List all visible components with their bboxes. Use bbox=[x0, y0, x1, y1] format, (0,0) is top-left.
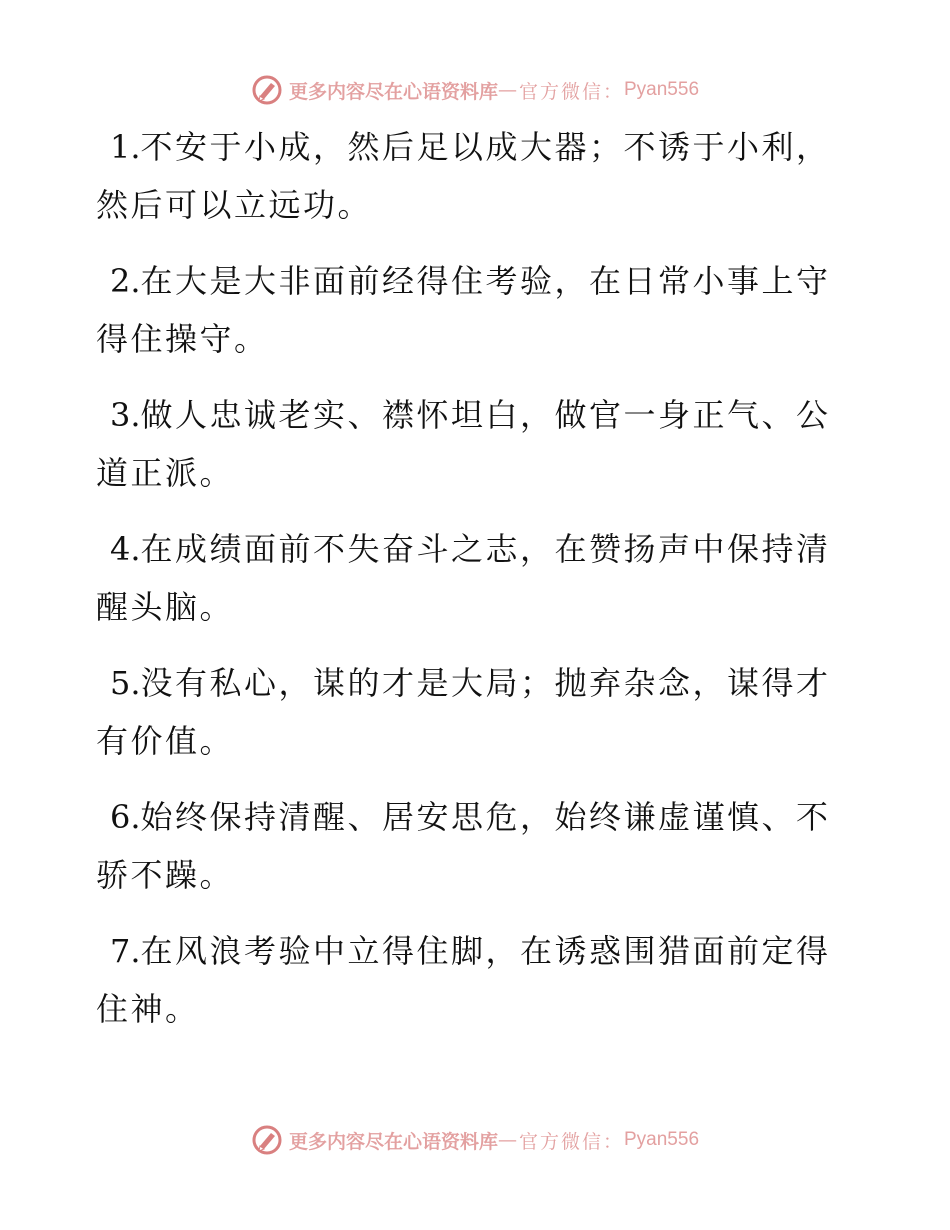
item-text: 不安于小成，然后足以成大器；不诱于小利，然后可以立远功。 bbox=[96, 128, 831, 224]
item-text: 在成绩面前不失奋斗之志，在赞扬声中保持清醒头脑。 bbox=[96, 530, 831, 626]
item-text: 始终保持清醒、居安思危，始终谦虚谨慎、不骄不躁。 bbox=[96, 798, 831, 894]
item-number: 6. bbox=[110, 798, 141, 836]
item-number: 5. bbox=[110, 664, 141, 702]
item-number: 1. bbox=[110, 128, 141, 166]
footer-watermark bbox=[0, 1122, 950, 1158]
quote-list bbox=[96, 118, 836, 1056]
pen-logo-icon bbox=[251, 74, 283, 106]
list-item bbox=[96, 922, 836, 1038]
item-text: 没有私心，谋的才是大局；抛弃杂念，谋得才有价值。 bbox=[96, 664, 831, 760]
item-number: 3. bbox=[110, 396, 141, 434]
list-item bbox=[96, 118, 836, 234]
item-number: 7. bbox=[110, 932, 141, 970]
list-item bbox=[96, 788, 836, 904]
item-text: 在大是大非面前经得住考验，在日常小事上守得住操守。 bbox=[96, 262, 831, 358]
list-item bbox=[96, 252, 836, 368]
item-text: 在风浪考验中立得住脚，在诱惑围猎面前定得住神。 bbox=[96, 932, 831, 1028]
list-item bbox=[96, 386, 836, 502]
watermark-dash: — bbox=[497, 1129, 519, 1151]
item-number: 2. bbox=[110, 262, 141, 300]
watermark-id: Pyan556 bbox=[624, 1129, 700, 1150]
watermark-id: Pyan556 bbox=[624, 79, 700, 100]
pen-logo-icon bbox=[251, 1124, 283, 1156]
watermark-label: 官方微信： bbox=[518, 80, 624, 103]
item-text: 做人忠诚老实、襟怀坦白，做官一身正气、公道正派。 bbox=[96, 396, 831, 492]
header-watermark bbox=[0, 72, 950, 108]
list-item bbox=[96, 654, 836, 770]
item-number: 4. bbox=[110, 530, 141, 568]
watermark-label: 官方微信： bbox=[518, 1130, 624, 1153]
list-item bbox=[96, 520, 836, 636]
watermark-site-text: 更多内容尽在心语资料库 bbox=[288, 80, 498, 103]
watermark-dash: — bbox=[497, 79, 519, 101]
watermark-site-text: 更多内容尽在心语资料库 bbox=[288, 1130, 498, 1153]
